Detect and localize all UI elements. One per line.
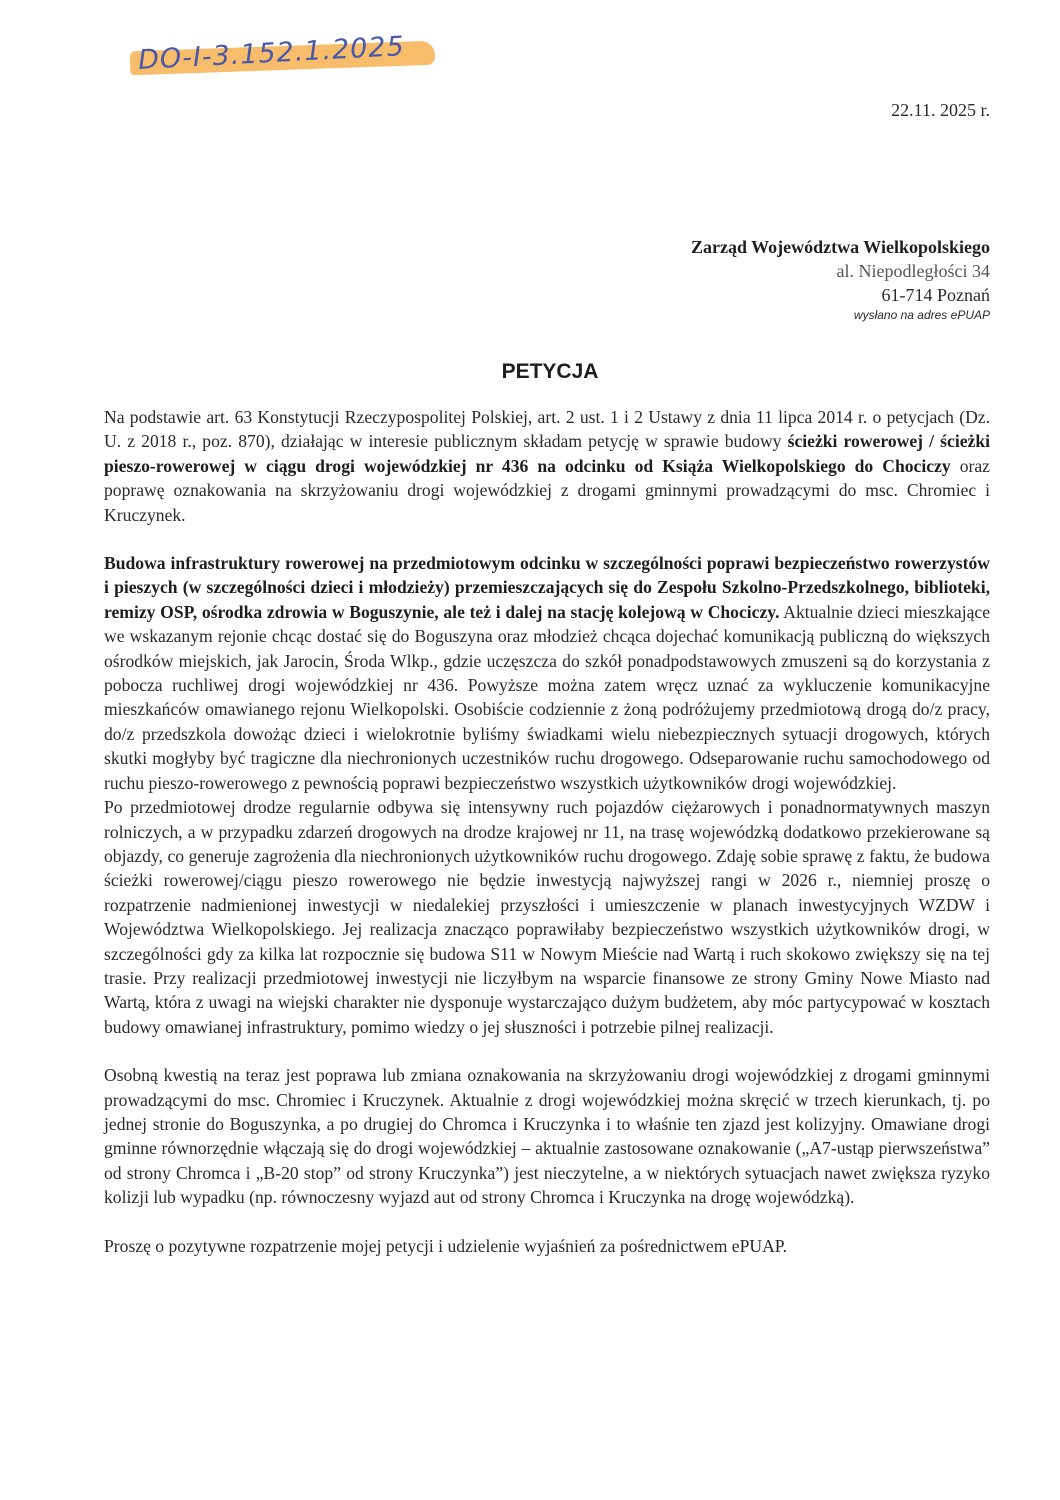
document-title: PETYCJA xyxy=(501,360,599,383)
letter-date: 22.11. 2025 r. xyxy=(891,100,990,120)
paragraph-text: Osobną kwestią na teraz jest poprawa lub zmiana oznakowania na skrzyżowaniu drogi wojewódzkiej z drogami gminnymi prowadzącymi do msc. Chromiec i Kruczynek. Aktualnie z drogi wojewódzkiej można skręcić w trzech kierunkach, tj. po jednej stronie do Boguszynka, a po drugiej do Chromca i Kruczynka i to właśnie ten zjazd jest kolizyjny. Omawiane drogi gminne równorzędnie włączają się do drogi wojewódzkiej – aktualnie zastosowane oznakowanie („A7-ustąp pierwszeństwa” od strony Chromca i „B-20 stop” od strony Kruczynka”) jest nieczytelne, a w niektórych sytuacjach nawet zwiększa ryzyko kolizji lub wypadku (np. równoczesny wyjazd aut od strony Chromca i Kruczynka na drogę wojewódzką). xyxy=(104,1065,990,1208)
recipient-organization: Zarząd Województwa Wielkopolskiego xyxy=(690,237,990,257)
registration-stamp xyxy=(130,31,440,80)
paragraph-text: Na podstawie art. 63 Konstytucji Rzeczypospolitej Polskiej, art. 2 ust. 1 i 2 Ustawy z dnia 11 lipca 2014 r. o petycjach (Dz. U. z 2018 r., poz. 870), działając w interesie publicznym składam petycję w sprawie budowy xyxy=(104,407,990,452)
delivery-note: wysłano na adres ePUAP xyxy=(853,308,990,322)
recipient-address xyxy=(691,235,990,323)
paragraph-justification xyxy=(104,551,990,795)
paragraph-emphasis: Budowa infrastruktury rowerowej na przedmiotowym odcinku w szczególności poprawi bezpieczeństwo rowerzystów i pieszych (w szczególności dzieci i młodzieży) przemieszczających się do Zespołu Szkolno-Przedszkolnego, biblioteki, remizy OSP, ośrodka zdrowia w Boguszynie, ale też i dalej na stację kolejową w Chociczy. xyxy=(104,553,990,622)
paragraph-emphasis: ścieżki rowerowej / ścieżki pieszo-rowerowej w ciągu drogi wojewódzkiej nr 436 na odcinku od Książa Wielkopolskiego do Chociczy xyxy=(104,431,991,476)
paragraph-text: Po przedmiotowej drodze regularnie odbywa się intensywny ruch pojazdów ciężarowych i ponadnormatywnych maszyn rolniczych, a w przypadku zdarzeń drogowych na drodze krajowej nr 11, na trasę wojewódzką dodatkowo przekierowane są objazdy, co generuje zagrożenia dla niechronionych użytkowników ruchu drogowego. Zdaję sobie sprawę z faktu, że budowa ścieżki rowerowej/ciągu pieszo rowerowego nie będzie inwestycją najwyższej rangi w 2026 r., niemniej proszę o rozpatrzenie nadmienionej inwestycji w niedalekiej przyszłości i umieszczenie w planach inwestycyjnych WZDW i Województwa Wielkopolskiego. Jej realizacja znacząco poprawiłaby bezpieczeństwo wszystkich użytkowników drogi, w szczególności gdy za kilka lat rozpocznie się budowa S11 w Nowym Mieście nad Wartą i ruch skokowo zwiększy się na tej trasie. Przy realizacji przedmiotowej inwestycji nie liczyłbym na wsparcie finansowe ze strony Gminy Nowe Miasto nad Wartą, która z uwagi na wiejski charakter nie dysponuje wystarczająco dużym budżetem, aby móc partycypować w kosztach budowy omawianej infrastruktury, pomimo wiedzy o jej słuszności i potrzebie pilnej realizacji. xyxy=(104,797,990,1037)
recipient-city: 61-714 Poznań xyxy=(881,285,990,305)
paragraph-legal-basis xyxy=(104,405,990,527)
paragraph-text: Aktualnie dzieci mieszkające we wskazanym rejonie chcąc dostać się do Boguszyna oraz młodzież chcąca dojechać komunikacją publiczną do większych ośrodków miejskich, jak Jarocin, Środa Wlkp., gdzie uczęszcza do szkół ponadpodstawowych zmuszeni są do korzystania z pobocza ruchliwej drogi wojewódzkiej nr 436. Powyższe można zatem wręcz uznać za wykluczenie komunikacyjne mieszkańców omawianego rejonu Wielkopolski. Osobiście codziennie z żoną podróżujemy przedmiotową drogą do/z pracy, do/z przedszkola dowożąc dzieci i wielokrotnie byliśmy świadkami wielu niebezpiecznych sytuacji drogowych, których skutki mogłyby być tragiczne dla niechronionych uczestników ruchu drogowego. Odseparowanie ruchu samochodowego od ruchu pieszo-rowerowego z pewnością poprawi bezpieczeństwo wszystkich użytkowników drogi wojewódzkiej. xyxy=(104,601,991,793)
paragraph-traffic xyxy=(104,795,990,1039)
paragraph-text: oraz poprawę oznakowania na skrzyżowaniu drogi wojewódzkiej z drogami gminnymi prowadzącymi do msc. Chromiec i Kruczynek. xyxy=(104,455,990,525)
reference-number: DO-I-3.152.1.2025 xyxy=(137,31,406,76)
paragraph-closing xyxy=(104,1234,990,1258)
paragraph-text: Proszę o pozytywne rozpatrzenie mojej petycji i udzielenie wyjaśnień za pośrednictwem ePUAP. xyxy=(104,1235,788,1256)
paragraph-signage xyxy=(104,1063,990,1209)
document-body xyxy=(104,405,990,1258)
recipient-street: al. Niepodległości 34 xyxy=(836,261,990,281)
